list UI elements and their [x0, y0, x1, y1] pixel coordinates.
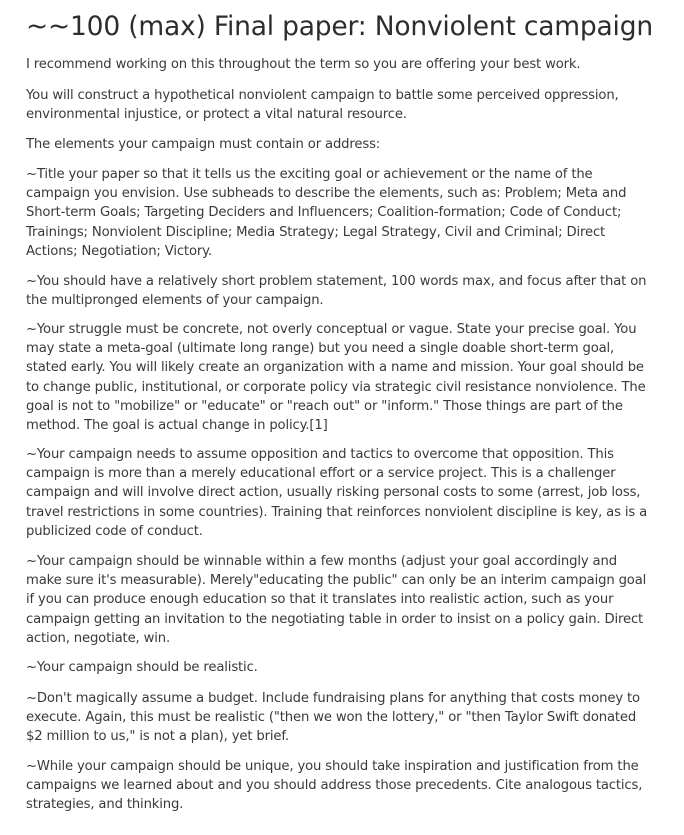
paragraph-realistic: ~Your campaign should be realistic. [26, 660, 258, 675]
paragraph-intro: I recommend working on this throughout the term so you are offering your best work. [26, 57, 581, 72]
paragraph-budget: ~Don't magically assume a budget. Include fundraising plans for anything that costs money to execute. Again, this must be realistic ("then we won the lottery," or "then Taylor Swift donated $2 million to us," is not a plan), yet brief. [26, 691, 640, 745]
paragraph-construct: You will construct a hypothetical nonviolent campaign to battle some perceived oppression, environmental injustice, or protect a vital natural resource. [26, 88, 619, 123]
paragraph-title-subheads: ~Title your paper so that it tells us the exciting goal or achievement or the name of the campaign you envision. Use subheads to describe the elements, such as: Problem; Meta and Short-term Goals; Targeting Deciders and Influencers; Coalition-formation; Code of Conduct; Trainings; Nonviolent Discipline; Media Strategy; Legal Strategy, Civil and Criminal; Direct Actions; Negotiation; Victory. [26, 167, 627, 259]
page-title: ~~100 (max) Final paper: Nonviolent campaign [26, 11, 653, 42]
paragraph-winnable: ~Your campaign should be winnable within a few months (adjust your goal accordingly and make sure it's measurable). Merely"educating the public" can only be an interim campaign goal if you can produce enough education so that it translates into realistic action, such as your campaign getting an invitation to the negotiating table in order to insist on a policy gain. Direct action, negotiate, win. [26, 554, 647, 646]
paragraph-precedents: ~While your campaign should be unique, you should take inspiration and justification from the campaigns we learned about and you should address those precedents. Cite analogous tactics, strategies, and thinking. [26, 759, 643, 813]
paragraph-concrete-goal: ~Your struggle must be concrete, not overly conceptual or vague. State your precise goal. You may state a meta-goal (ultimate long range) but you need a single doable short-term goal, stated early. You will likely create an organization with a name and mission. Your goal should be to change public, institutional, or corporate policy via strategic civil resistance nonviolence. The goal is not to "mobilize" or "educate" or "reach out" or "inform." Those things are part of the method. The goal is actual change in policy.[1] [26, 322, 646, 434]
paragraph-problem-statement: ~You should have a relatively short problem statement, 100 words max, and focus after that on the multipronged elements of your campaign. [26, 274, 647, 309]
paragraph-elements-heading: The elements your campaign must contain or address: [26, 137, 381, 152]
paragraph-opposition: ~Your campaign needs to assume opposition and tactics to overcome that opposition. This campaign is more than a merely educational effort or a service project. This is a challenger campaign and will involve direct action, usually risking personal costs to some (arrest, job loss, travel restrictions in some countries). Training that reinforces nonviolent discipline is key, as is a publicized code of conduct. [26, 447, 648, 539]
